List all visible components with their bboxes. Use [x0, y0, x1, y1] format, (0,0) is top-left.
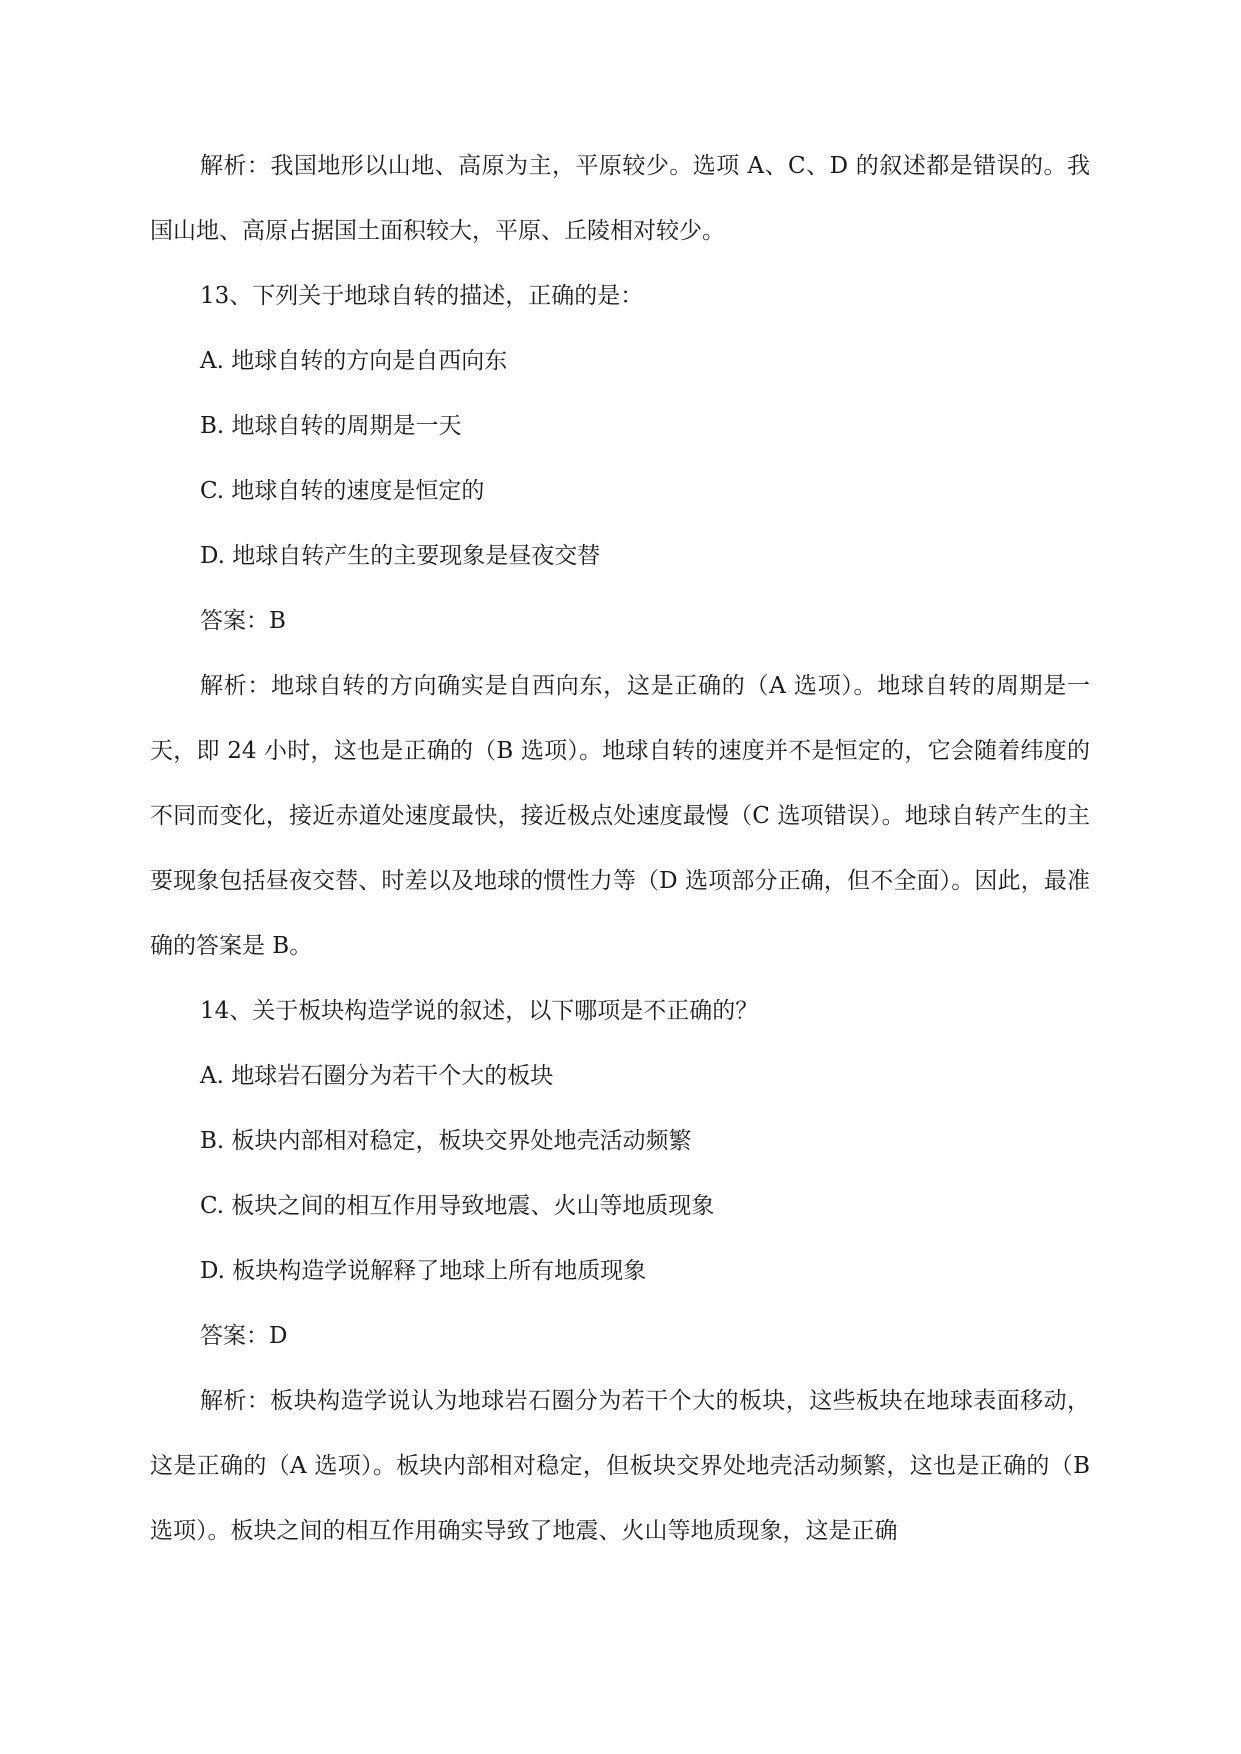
- q14-option-c: C. 板块之间的相互作用导致地震、火山等地质现象: [200, 1193, 715, 1219]
- q14-answer: 答案：D: [200, 1323, 288, 1349]
- question-13: 13、下列关于地球自转的描述，正确的是：: [200, 283, 644, 309]
- q13-option-d: D. 地球自转产生的主要现象是昼夜交替: [200, 543, 601, 569]
- q13-option-c: C. 地球自转的速度是恒定的: [200, 478, 485, 504]
- q13-analysis: 解析：地球自转的方向确实是自西向东，这是正确的（A 选项）。地球自转的周期是一天，即 24 小时，这也是正确的（B 选项）。地球自转的速度并不是恒定的，它会随着纬度的不同而变化，接近赤道处速度最快，接近极点处速度最慢（C 选项错误）。地球自转产生的主要现象包括昼夜交替、时差以及地球的惯性力等（D 选项部分正确，但不全面）。因此，最准确的答案是 B。: [150, 673, 1090, 959]
- q13-option-a: A. 地球自转的方向是自西向东: [200, 348, 508, 374]
- document-body: [150, 134, 1090, 1564]
- q14-analysis: 解析：板块构造学说认为地球岩石圈分为若干个大的板块，这些板块在地球表面移动，这是正确的（A 选项）。板块内部相对稳定，但板块交界处地壳活动频繁，这也是正确的（B 选项）。板块之间的相互作用确实导致了地震、火山等地质现象，这是正确: [150, 1388, 1090, 1544]
- question-14: 14、关于板块构造学说的叙述，以下哪项是不正确的？: [200, 998, 759, 1024]
- q14-option-d: D. 板块构造学说解释了地球上所有地质现象: [200, 1258, 647, 1284]
- q13-answer: 答案：B: [200, 608, 286, 634]
- q14-option-b: B. 板块内部相对稳定，板块交界处地壳活动频繁: [200, 1128, 692, 1154]
- q14-option-a: A. 地球岩石圈分为若干个大的板块: [200, 1063, 554, 1089]
- q13-option-b: B. 地球自转的周期是一天: [200, 413, 462, 439]
- analysis-paragraph: 解析：我国地形以山地、高原为主，平原较少。选项 A、C、D 的叙述都是错误的。我国山地、高原占据国土面积较大，平原、丘陵相对较少。: [150, 153, 1090, 244]
